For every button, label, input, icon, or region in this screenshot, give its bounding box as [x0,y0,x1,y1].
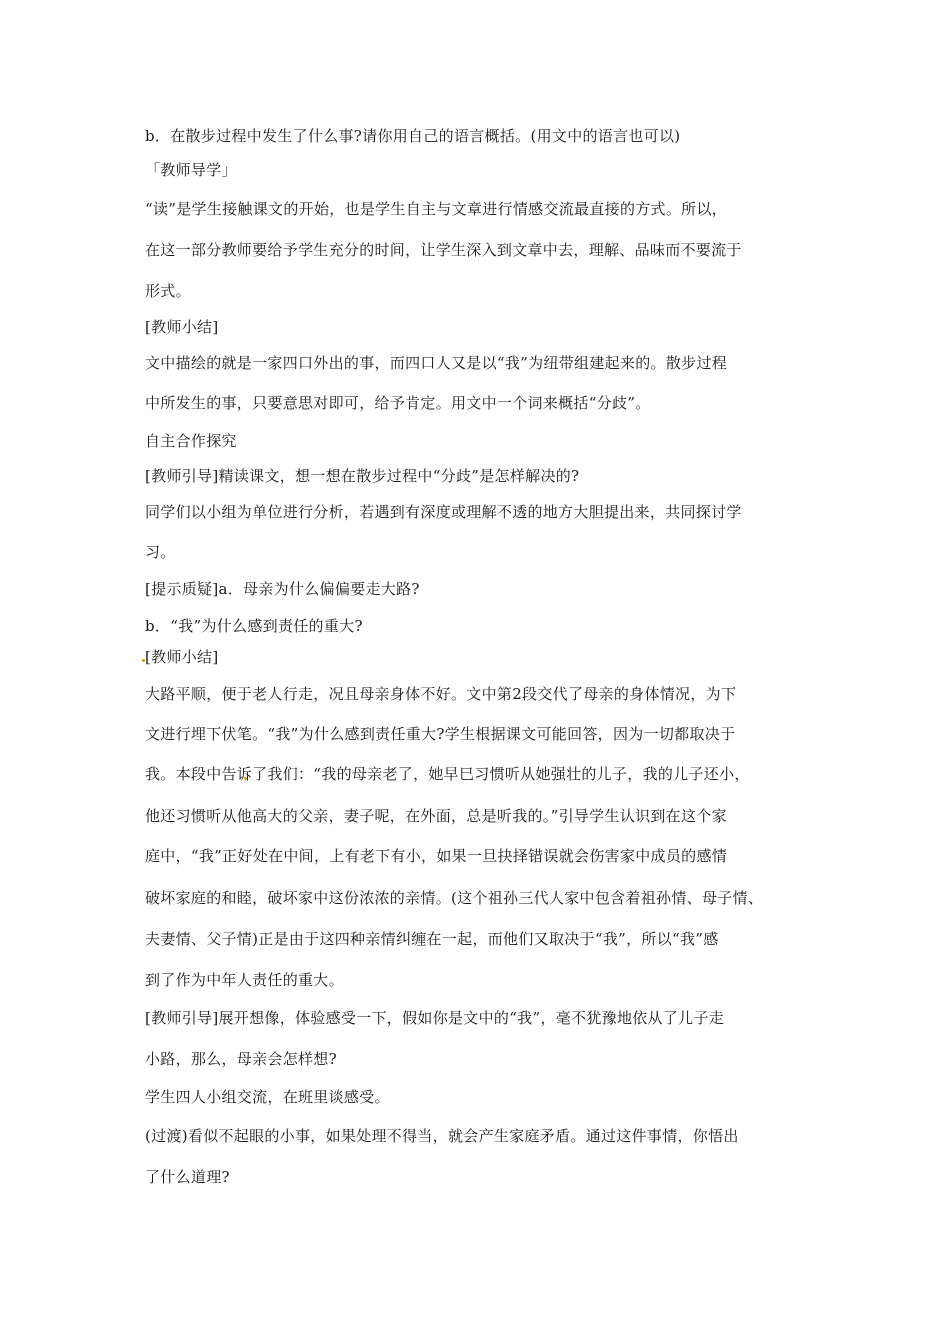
text-line: 文进行埋下伏笔。“我”为什么感到责任重大?学生根据课文可能回答，因为一切都取决于 [145,725,736,743]
text-line: 破坏家庭的和睦，破坏家中这份浓浓的亲情。(这个祖孙三代人家中包含着祖孙情、母子情、 [145,889,764,907]
text-line: 大路平顺，便于老人行走，况且母亲身体不好。文中第2段交代了母亲的身体情况，为下 [145,685,737,703]
text-line: [教师小结] [145,318,219,336]
text-line: [教师引导]精读课文，想一想在散步过程中“分歧”是怎样解决的? [145,467,580,485]
text-line: 学生四人小组交流，在班里谈感受。 [145,1088,390,1106]
text-line: (过渡)看似不起眼的小事，如果处理不得当，就会产生家庭矛盾。通过这件事情，你悟出 [145,1127,739,1145]
text-line: b．在散步过程中发生了什么事?请你用自己的语言概括。(用文中的语言也可以) [145,127,681,145]
text-line: 小路，那么，母亲会怎样想? [145,1050,337,1068]
text-line: 他还习惯听从他高大的父亲，妻子呢，在外面，总是听我的。”引导学生认识到在这个家 [145,807,727,825]
text-line: 中所发生的事，只要意思对即可，给予肯定。用文中一个词来概括“分歧”。 [145,394,651,412]
text-line: 夫妻情、父子情)正是由于这四种亲情纠缠在一起，而他们又取决于“我”，所以“我”感 [145,930,719,948]
text-line: [教师小结] [145,648,219,666]
text-line: b．“我”为什么感到责任的重大? [145,617,363,635]
text-line: 到了作为中年人责任的重大。 [145,971,344,989]
text-line: “读”是学生接触课文的开始，也是学生自主与文章进行情感交流最直接的方式。所以， [145,200,728,218]
text-line: 同学们以小组为单位进行分析，若遇到有深度或理解不透的地方大胆提出来，共同探讨学 [145,503,742,521]
text-line: 了什么道理? [145,1168,230,1186]
text-line: 庭中，“我”正好处在中间，上有老下有小，如果一旦抉择错误就会伤害家中成员的感情 [145,847,728,865]
text-line: 在这一部分教师要给予学生充分的时间，让学生深入到文章中去，理解、品味而不要流于 [145,241,742,259]
text-line: [提示质疑]a．母亲为什么偏偏要走大路? [145,580,420,598]
text-line: 「教师导学」 [145,161,237,179]
text-line: 习。 [145,543,176,561]
text-line: 形式。 [145,282,191,300]
section-heading: 自主合作探究 [145,432,237,450]
text-line: 文中描绘的就是一家四口外出的事，而四口人又是以“我”为纽带组建起来的。散步过程 [145,354,728,372]
text-line: [教师引导]展开想像，体验感受一下，假如你是文中的“我”，毫不犹豫地依从了儿子走 [145,1009,725,1027]
text-line: 我。本段中告诉了我们：“我的母亲老了，她早巳习惯听从她强壮的儿子，我的儿子还小， [145,765,750,783]
